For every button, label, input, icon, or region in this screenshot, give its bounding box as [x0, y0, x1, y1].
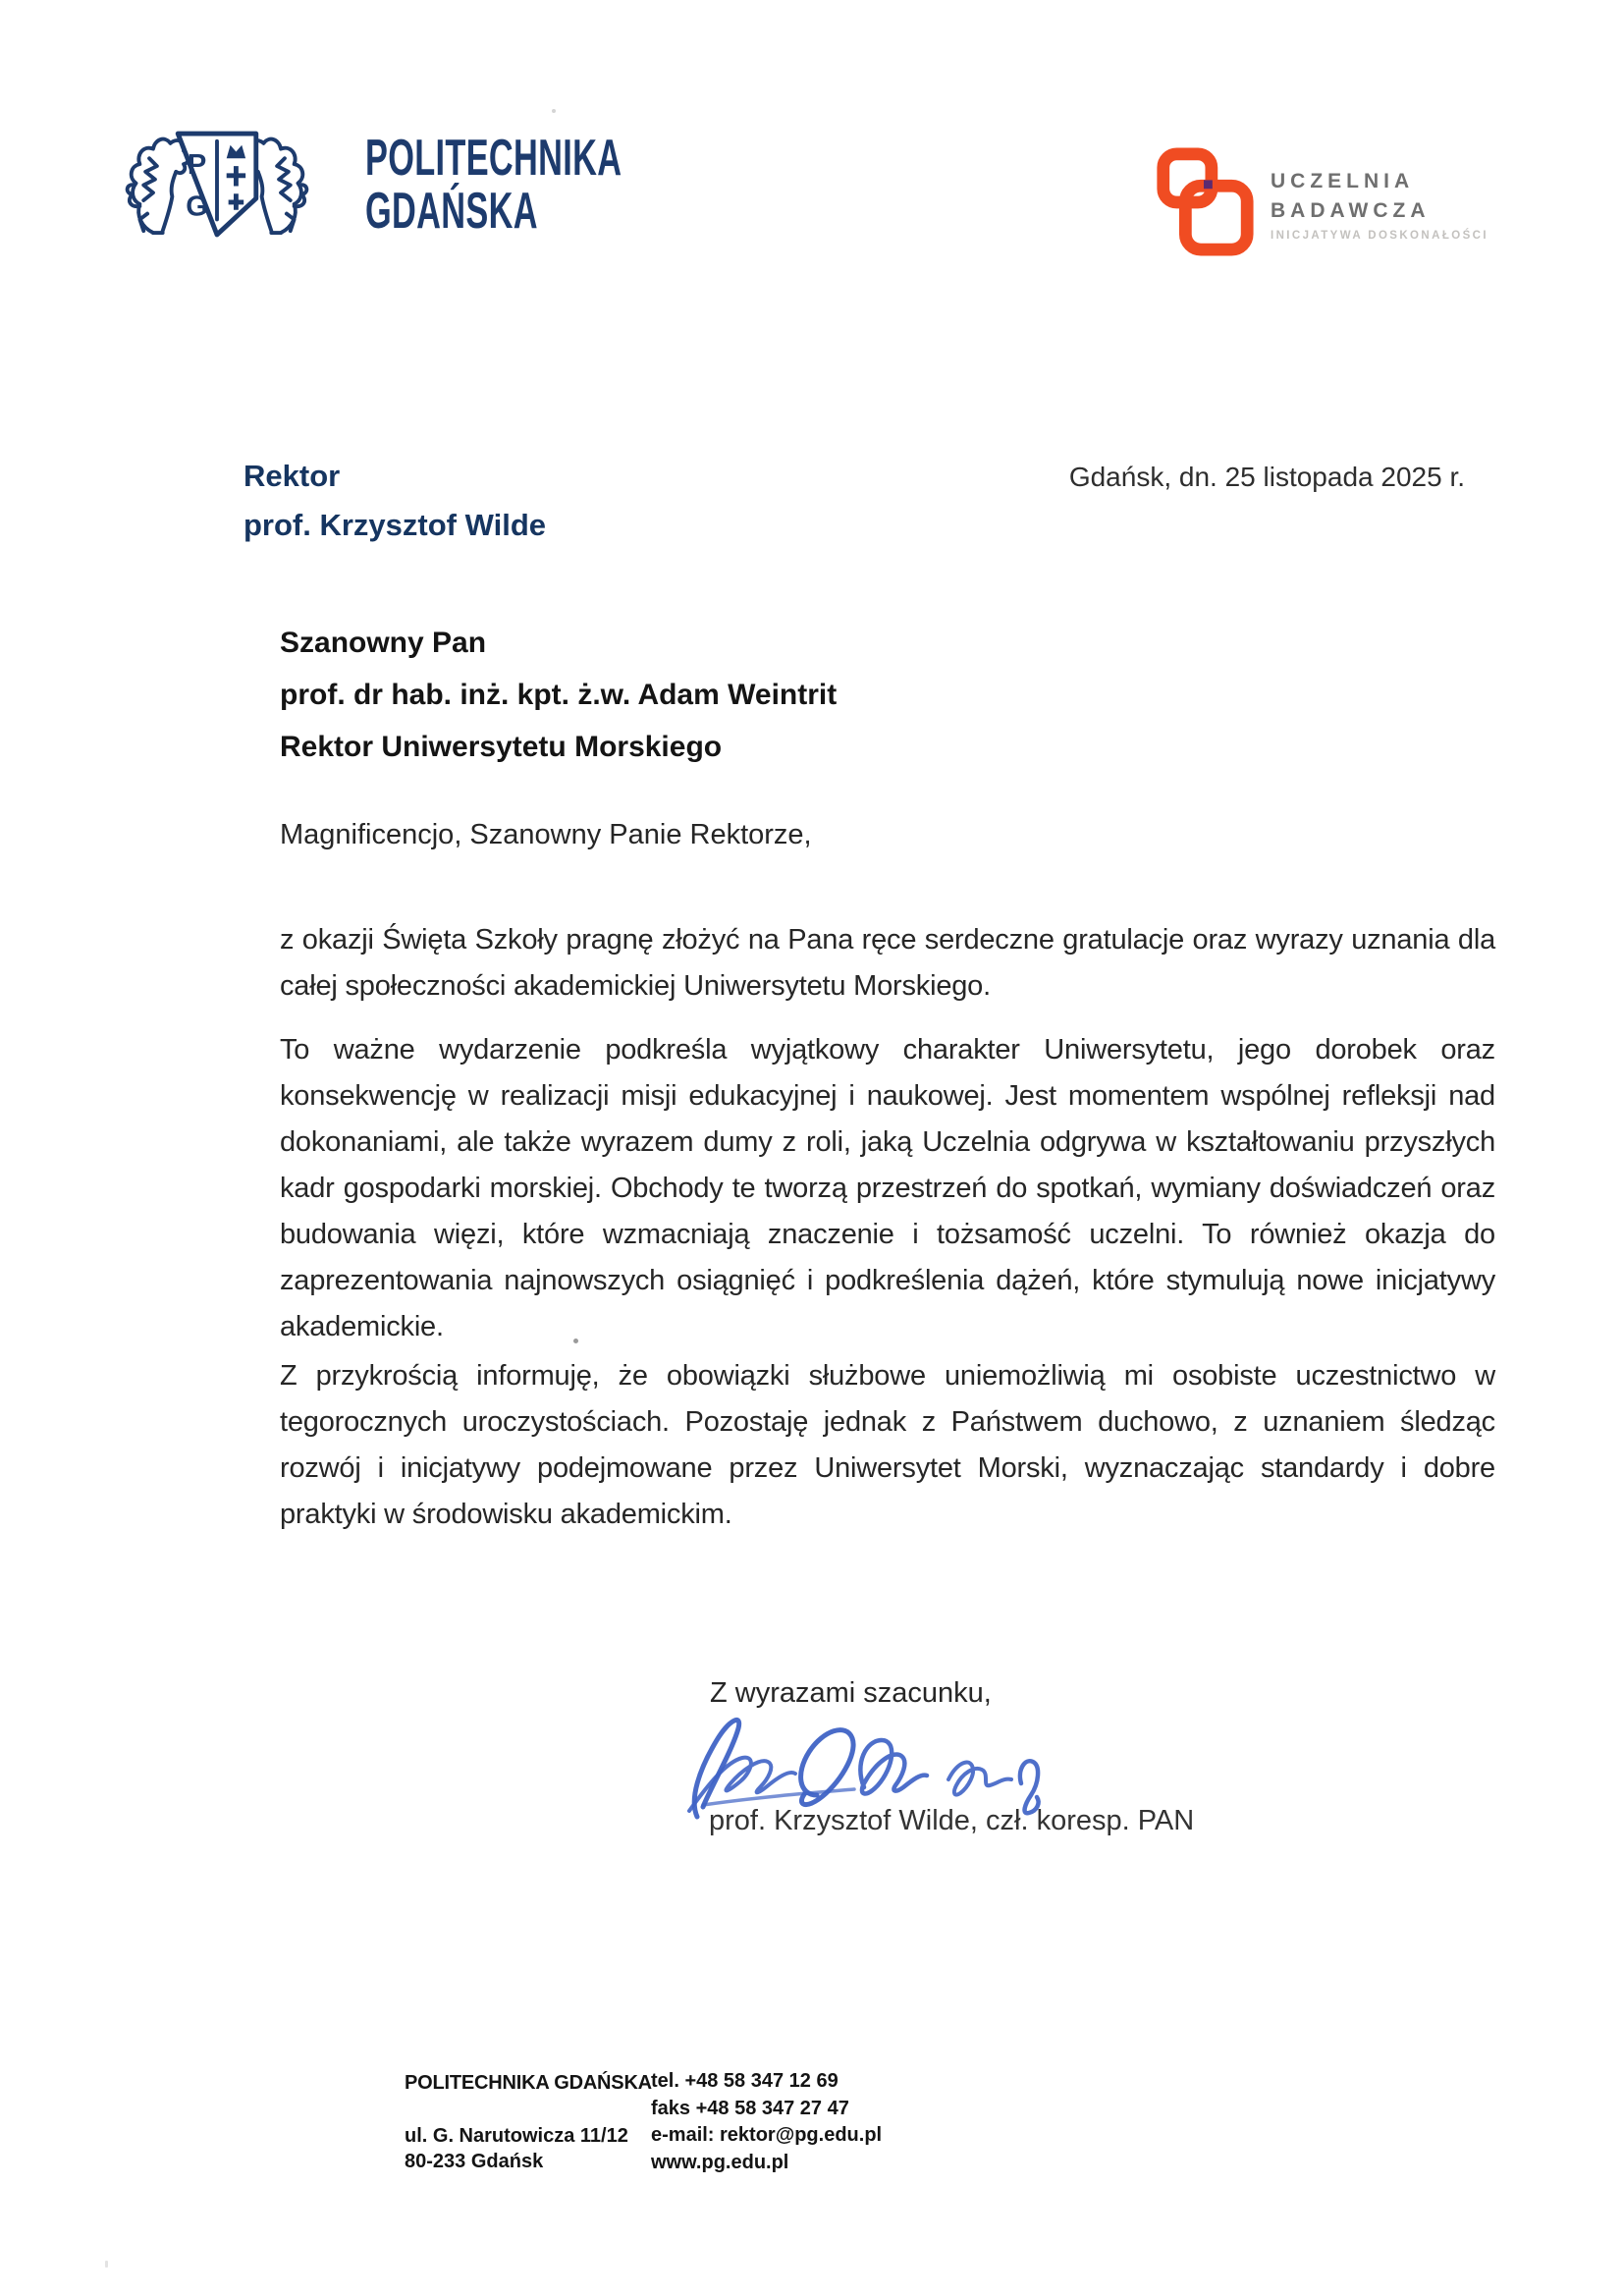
ub-line2: BADAWCZA — [1271, 199, 1431, 222]
svg-text:P: P — [187, 148, 207, 181]
pg-wordmark-line2: GDAŃSKA — [365, 183, 538, 240]
footer-www: www.pg.edu.pl — [651, 2151, 789, 2173]
scan-artifact-mark — [105, 2261, 108, 2268]
recipient-block — [280, 617, 837, 773]
footer-email: e-mail: rektor@pg.edu.pl — [651, 2124, 883, 2146]
footer-address-line2: 80-233 Gdańsk — [405, 2151, 544, 2172]
signer-line: prof. Krzysztof Wilde, czł. koresp. PAN — [709, 1805, 1195, 1836]
recipient-line2: prof. dr hab. inż. kpt. ż.w. Adam Weintrit — [280, 679, 838, 711]
ub-logo-text — [1271, 167, 1488, 242]
ub-line1: UCZELNIA — [1271, 170, 1415, 192]
ub-subtitle: INICJATYWA DOSKONAŁOŚCI — [1271, 230, 1488, 242]
footer-tel: tel. +48 58 347 12 69 — [651, 2070, 839, 2092]
pg-wordmark-line1: POLITECHNIKA — [365, 130, 622, 187]
sender-name: prof. Krzysztof Wilde — [243, 508, 547, 542]
paragraph-2: To ważne wydarzenie podkreśla wyjątkowy charakter Uniwersytetu, jego dorobek oraz konsekwencję w realizacji misji edukacyjnej i naukowej. Jest momentem wspólnej refleksji nad dokonaniami, ale także wyrazem dumy z roli, jaką Uczelnia odgrywa w kształtowaniu przyszłych kadr gospodarki morskiej. Obchody te tworzą przestrzeń do spotkań, wymiany doświadczeń oraz budowania więzi, które wzmacniają znaczenie i tożsamość uczelni. To również okazja do zaprezentowania najnowszych osiągnięć i podkreślenia dążeń, które stymulują nowe inicjatywy akademickie. — [280, 1034, 1495, 1342]
footer-org-name: POLITECHNIKA GDAŃSKA — [405, 2072, 652, 2094]
uczelnia-badawcza-ribbon-icon — [1151, 143, 1257, 259]
paragraph-1: z okazji Święta Szkoły pragnę złożyć na Pana ręce serdeczne gratulacje oraz wyrazy uznania dla całej społeczności akademickiej Uniwersytetu Morskiego. — [280, 924, 1495, 1002]
pg-logo — [86, 120, 754, 249]
footer-address-line1: ul. G. Narutowicza 11/12 — [405, 2125, 628, 2147]
footer-fax: faks +48 58 347 27 47 — [651, 2097, 849, 2119]
svg-text:G: G — [186, 191, 208, 223]
salutation: Magnificencjo, Szanowny Panie Rektorze, — [280, 819, 812, 850]
recipient-line3: Rektor Uniwersytetu Morskiego — [280, 731, 723, 763]
pg-wordmark — [365, 132, 622, 238]
sender-title: Rektor — [243, 459, 341, 493]
uczelnia-badawcza-logo — [1151, 143, 1488, 259]
pg-crest-lions-icon — [86, 120, 348, 249]
dateline: Gdańsk, dn. 25 listopada 2025 r. — [1068, 462, 1465, 492]
valediction: Z wyrazami szacunku, — [710, 1677, 992, 1709]
footer-address — [405, 2123, 628, 2174]
scan-artifact-dot — [573, 1339, 578, 1343]
footer-contact — [651, 2068, 882, 2176]
sender-block — [243, 452, 546, 550]
scan-artifact-dot — [552, 109, 556, 113]
recipient-line1: Szanowny Pan — [280, 627, 487, 659]
paragraph-3: Z przykrością informuję, że obowiązki służbowe uniemożliwią mi osobiste uczestnictwo w tegorocznych uroczystościach. Pozostaję jednak z Państwem duchowo, z uznaniem śledząc rozwój i inicjatywy podejmowane przez Uniwersytet Morski, wyznaczając standardy i dobre praktyki w środowisku akademickim. — [280, 1360, 1495, 1530]
